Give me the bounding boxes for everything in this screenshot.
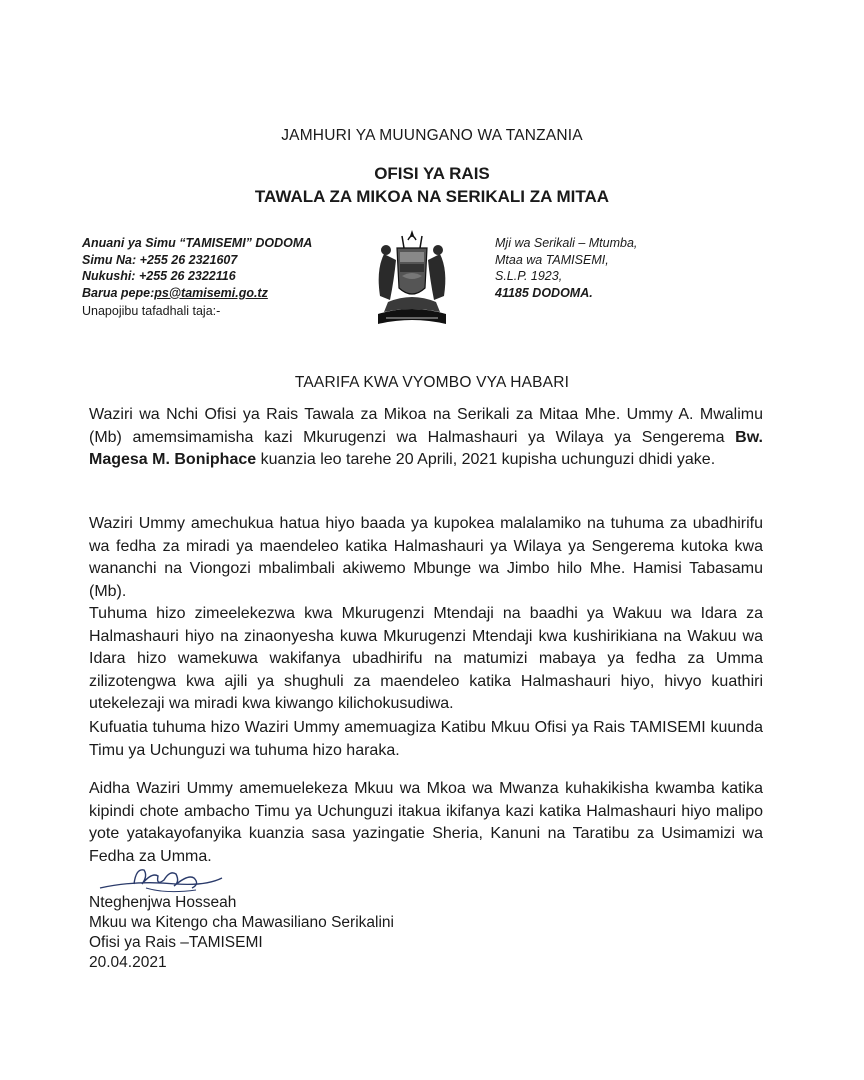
postal-address-line: Mtaa wa TAMISEMI, <box>495 252 609 267</box>
office-heading: OFISI YA RAIS <box>374 164 490 183</box>
paragraph-text: kuanzia leo tarehe 20 Aprili, 2021 kupisha uchunguzi dhidi yake. <box>256 451 716 468</box>
postal-address-line: Mji wa Serikali – Mtumba, <box>495 236 638 250</box>
email-label: Barua pepe: <box>82 285 155 300</box>
email-link[interactable]: ps@tamisemi.go.tz <box>154 285 268 300</box>
reply-reference-note: Unapojibu tafadhali taja:- <box>82 304 221 318</box>
body-paragraph: Kufuatia tuhuma hizo Waziri Ummy amemuagiza Katibu Mkuu Ofisi ya Rais TAMISEMI kuunda Timu ya Uchunguzi wa tuhuma hizo haraka. <box>89 719 763 759</box>
phone-number: Simu Na: +255 26 2321607 <box>82 252 238 267</box>
release-date: 20.04.2021 <box>89 954 167 971</box>
department-heading: TAWALA ZA MIKOA NA SERIKALI ZA MITAA <box>254 187 610 206</box>
postal-address-line: S.L.P. 1923, <box>495 269 563 283</box>
fax-number: Nukushi: +255 26 2322116 <box>82 269 236 283</box>
email-line <box>82 285 312 302</box>
signatory-office: Ofisi ya Rais –TAMISEMI <box>89 934 263 951</box>
paragraph-text: Waziri wa Nchi Ofisi ya Rais Tawala za Mikoa na Serikali za Mitaa Mhe. Ummy A. Mwalimu (Mb) amemsimamisha kazi Mkurugenzi wa Halmashauri ya Wilaya ya Sengerema <box>89 406 763 446</box>
body-paragraph: Aidha Waziri Ummy amemuelekeza Mkuu wa Mkoa wa Mwanza kuhakikisha kwamba katika kipindi chote ambacho Timu ya Uchunguzi itakua ikifanya kazi katika Halmashauri hiyo malipo yote yatakayofanyika kuanzia sasa yazingatie Sheria, Kanuni na Taratibu za Usimamizi wa Fedha za Umma. <box>89 780 763 865</box>
suspended-official-name: Bw. Magesa M. Boniphace <box>89 428 763 468</box>
signatory-title: Mkuu wa Kitengo cha Mawasiliano Serikalini <box>89 914 394 931</box>
press-release-title: TAARIFA KWA VYOMBO VYA HABARI <box>294 374 570 391</box>
body-paragraph: Tuhuma hizo zimeelekezwa kwa Mkurugenzi Mtendaji na baadhi ya Wakuu wa Idara za Halmashauri hiyo na zinaonyesha kuwa Mkurugenzi Mtendaji kwa kushirikiana na Wakuu wa Idara hizo wamekuwa wakifanya ubadhirifu na matumizi mabaya ya fedha za Umma zilizotengwa kwa ajili ya shughuli za maendeleo katika Halmashauri hiyo, hivyo kuathiri utekelezaji wa miradi kwa kiwango kilichokusudiwa. <box>89 605 763 712</box>
body-paragraph: Waziri Ummy amechukua hatua hiyo baada ya kupokea malalamiko na tuhuma za ubadhirifu wa fedha za miradi ya maendeleo katika Halmashauri ya Wilaya ya Sengerema kutoka kwa wananchi na Viongozi mbalimbali akiwemo Mbunge wa Jimbo hilo Mhe. Hamisi Tabasamu (Mb). <box>89 515 763 600</box>
republic-heading: JAMHURI YA MUUNGANO WA TANZANIA <box>281 127 583 144</box>
postal-address-block <box>495 235 637 301</box>
signatory-name: Nteghenjwa Hosseah <box>89 894 237 911</box>
telegram-address: Anuani ya Simu “TAMISEMI” DODOMA <box>82 236 313 250</box>
tanzania-coat-of-arms-icon <box>364 230 460 330</box>
postal-address-line: 41185 DODOMA. <box>495 285 593 300</box>
contact-address-block <box>82 235 312 301</box>
body-paragraph <box>89 404 763 472</box>
